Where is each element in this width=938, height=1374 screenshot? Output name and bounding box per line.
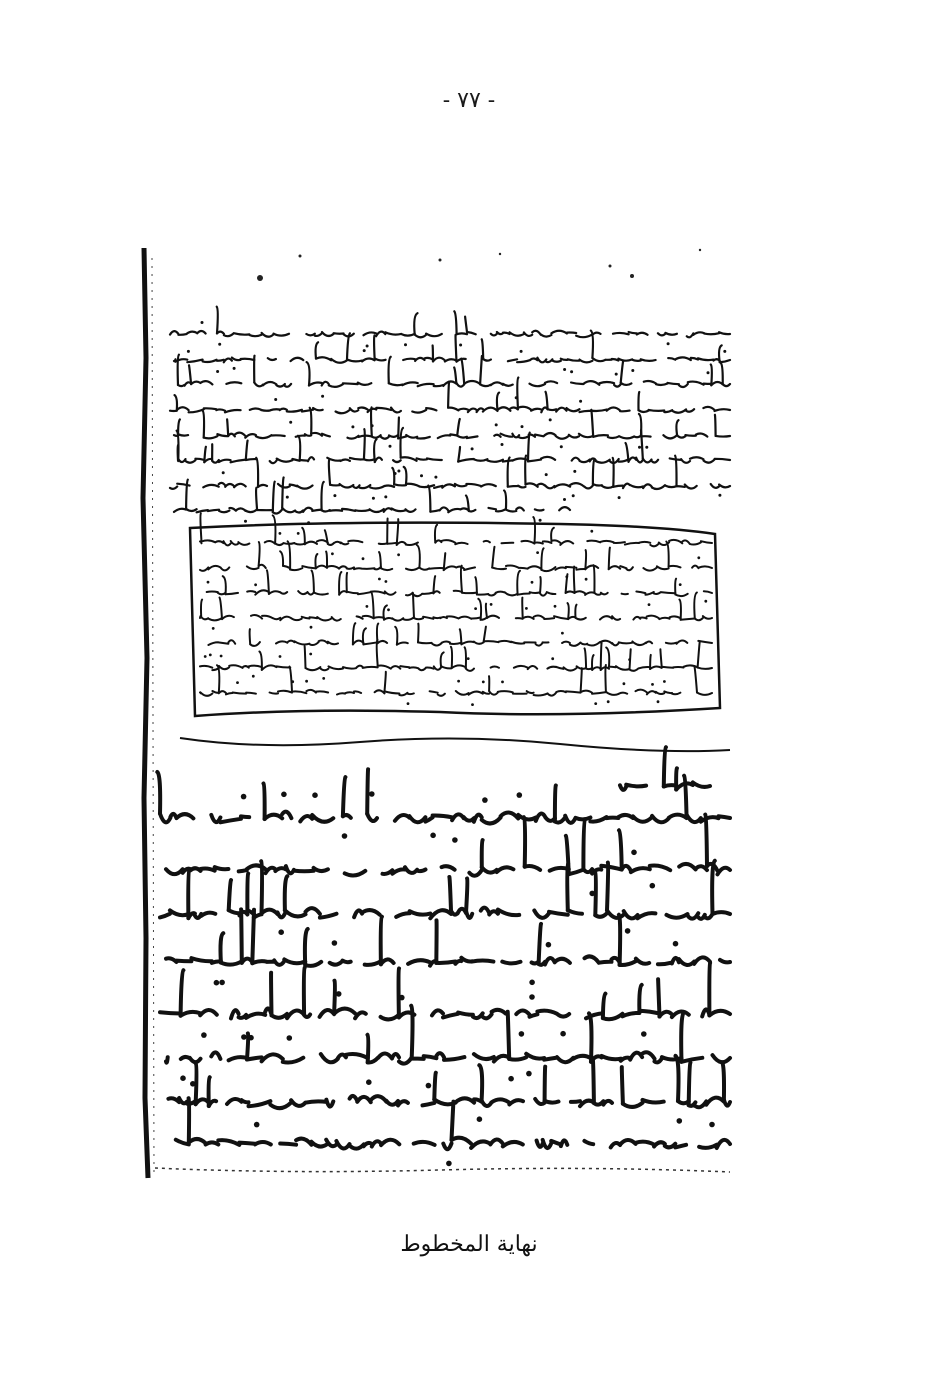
manuscript-scan bbox=[140, 238, 740, 1188]
page-number: - ٧٧ - bbox=[442, 88, 496, 113]
end-of-manuscript-caption: نهاية المخطوط bbox=[400, 1232, 538, 1257]
manuscript-image bbox=[140, 238, 740, 1188]
